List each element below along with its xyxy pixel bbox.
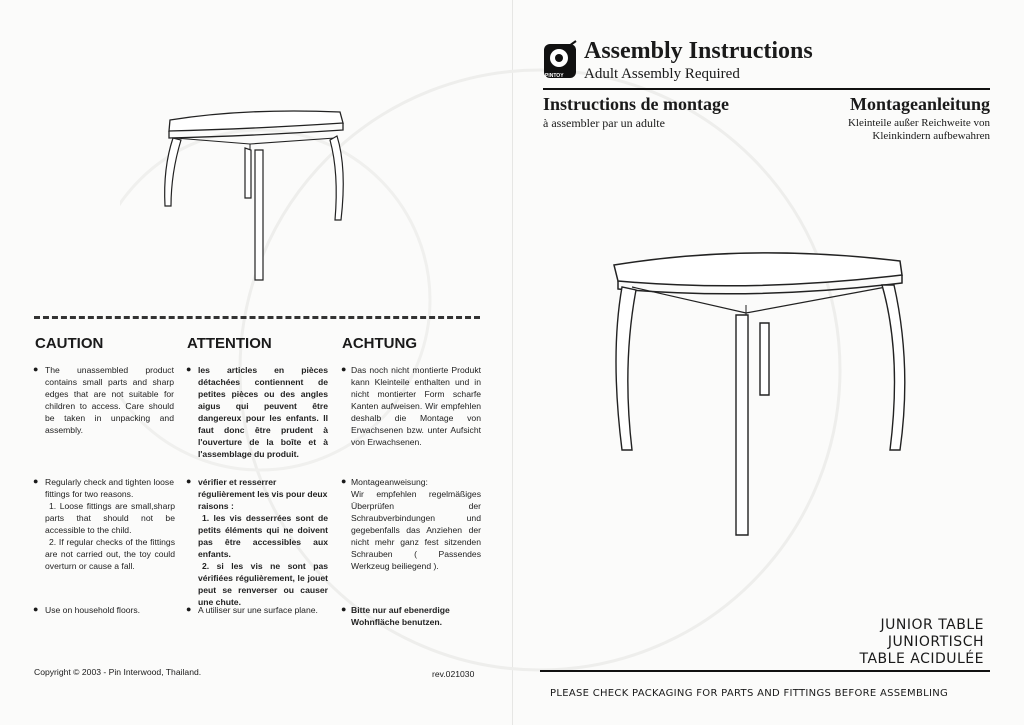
- de-title: Montageanleitung: [849, 94, 990, 114]
- caution-fr-2b: 1. les vis desserrées sont de petits éléments qui ne doivent pas être accessibles aux enfants.: [198, 513, 328, 559]
- header-rule: [543, 88, 990, 90]
- bullet: ●: [33, 604, 39, 614]
- caution-heading-en: CAUTION: [35, 335, 104, 352]
- product-name-de: JUNIORTISCH: [887, 634, 984, 650]
- product-name-en: JUNIOR TABLE: [880, 617, 984, 633]
- bullet: ●: [33, 476, 39, 486]
- product-name-fr: TABLE ACIDULÉE: [859, 651, 984, 667]
- caution-heading-de: ACHTUNG: [342, 335, 417, 352]
- caution-en-3: Use on household floors.: [45, 605, 141, 615]
- caution-en-1: The unassembled product contains small parts and sharp edges that are not suitable for children to access. Care should be taken in unpacking and assembly.: [45, 365, 174, 435]
- caution-heading-fr: ATTENTION: [187, 335, 272, 352]
- bullet: ●: [186, 364, 192, 374]
- caution-de-2: [351, 476, 481, 572]
- caution-de-2a: Montageanweisung:: [351, 477, 428, 487]
- fr-subtitle: à assembler par un adulte: [543, 116, 665, 130]
- cut-line: [34, 316, 480, 319]
- bullet: ●: [186, 604, 192, 614]
- bullet: ●: [341, 476, 347, 486]
- caution-fr-2c: 2. si les vis ne sont pas vérifiées régulièrement, le jouet peut se renverser ou causer une chute.: [198, 561, 328, 607]
- caution-de-1: Das noch nicht montierte Produkt kann Kleinteile enthalten und in nicht montierter Form scharfe Kanten aufweisen. Wir empfehlen deshalb die Montage von Erwachsenen bzw. unter Aufsicht von Erwachsenen.: [351, 365, 481, 447]
- fr-title: Instructions de montage: [543, 94, 730, 114]
- caution-de-3: Bitte nur auf ebenerdige Wohnfläche benutzen.: [351, 605, 450, 627]
- de-subtitle-1: Kleinteile außer Reichweite von: [847, 117, 990, 129]
- de-subtitle-2: Kleinkindern aufbewahren: [872, 130, 990, 142]
- bullet: ●: [186, 476, 192, 486]
- caution-de-2b: Wir empfehlen regelmäßiges Überprüfen der Schraubverbindungen und gegebenfalls das Anziehen der nicht mehr ganz fest sitzenden Schrauben ( Passendes Werkzeug beiliegend ).: [351, 489, 481, 571]
- caution-fr-2a: vérifier et resserrer régulièrement les vis pour deux raisons :: [198, 477, 328, 511]
- bullet: ●: [341, 604, 347, 614]
- caution-fr-3: A utiliser sur une surface plane.: [198, 605, 318, 615]
- title: Assembly Instructions: [584, 38, 813, 64]
- caution-fr-2: [198, 476, 328, 608]
- caution-en-2: [45, 476, 175, 572]
- caution-en-2c: 2. If regular checks of the fittings are not carried out, the toy could overturn or cause a fall.: [45, 537, 175, 571]
- copyright: Copyright © 2003 - Pin Interwood, Thailand.: [34, 667, 202, 677]
- packaging-notice: PLEASE CHECK PACKAGING FOR PARTS AND FITTINGS BEFORE ASSEMBLING: [550, 688, 949, 699]
- caution-fr-1: les articles en pièces détachées contiennent de petites pièces ou des angles aigus qui peuvent être dangereux pour les enfants. Il faut donc être prudent à l'ouverture de la boîte et à l'assemblage du produit.: [198, 365, 328, 459]
- logo-text: PINTOY: [545, 73, 564, 79]
- footer-rule: [540, 670, 990, 672]
- revision: rev.021030: [432, 669, 475, 679]
- large-table-illustration: [600, 235, 920, 545]
- caution-en-2a: Regularly check and tighten loose fittings for two reasons.: [45, 477, 174, 499]
- subtitle: Adult Assembly Required: [584, 66, 740, 82]
- caution-en-2b: 1. Loose fittings are small,sharp parts that should not be accessible to the child.: [45, 501, 175, 535]
- bullet: ●: [33, 364, 39, 374]
- small-table-illustration: [155, 98, 355, 288]
- bullet: ●: [341, 364, 347, 374]
